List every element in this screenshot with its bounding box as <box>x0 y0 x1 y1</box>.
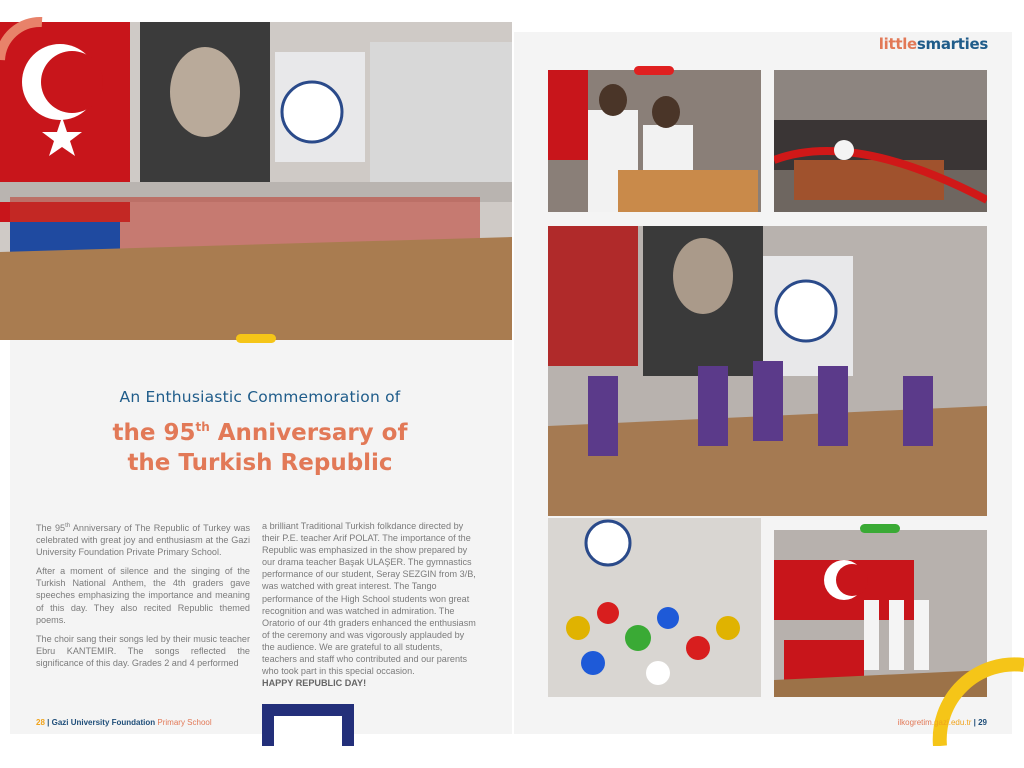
paragraph: After a moment of silence and the singing of the Turkish National Anthem, the 4th graders gave speeches emphasizing the importance and meaning of this day. They also recited Republic themed poems. <box>36 566 250 625</box>
speech-photo <box>548 70 761 212</box>
audience-photo <box>774 70 987 212</box>
article-headline: the 95th Anniversary of the Turkish Republic <box>112 420 408 476</box>
navy-bracket-decoration <box>262 704 354 746</box>
body-column-2 <box>262 520 476 696</box>
closing-line: HAPPY REPUBLIC DAY! <box>262 678 367 689</box>
brand-logo: littlesmarties <box>878 35 988 53</box>
article-subtitle: An Enthusiastic Commemoration of <box>119 388 401 406</box>
folkdance-photo <box>548 226 987 516</box>
green-tab <box>860 524 900 533</box>
paragraph: The choir sang their songs led by their music teacher Ebru KANTEMIR. The songs reflected the significance of this day. Grades 2 and 4 performed <box>36 633 250 668</box>
footer-right: ilkogretim.gazi.edu.tr | 29 <box>897 718 987 727</box>
body-column-1 <box>36 520 250 676</box>
red-tab <box>634 66 674 75</box>
orange-arc-decoration <box>0 0 50 70</box>
balloons-photo <box>548 518 761 697</box>
paragraph: The 95th Anniversary of The Republic of Turkey was celebrated with great joy and enthusiasm at the Gazi University Foundation Private Primary School. <box>36 523 251 558</box>
footer-left: 28 | Gazi University Foundation Primary School <box>36 718 212 727</box>
article-title <box>60 388 460 478</box>
paragraph: a brilliant Traditional Turkish folkdance directed by their P.E. teacher Arif POLAT. The importance of the Republic was emphasized in the show prepared by our drama teacher Başak ULAŞER. The gymnastics performance of our student, Seray SEZGIN from 3/B, was watched with great interest. The Tango performance of the High School students won great recognition and was watched in admiration. The Oratorio of our 4th graders enhanced the enthusiasm of the ceremony and was vigorously applauded by the audience. We are grateful to all students, teachers and staff who contributed and our parents who took part in this special occasion. <box>262 521 476 677</box>
choir-photo <box>0 22 512 340</box>
yellow-arc-decoration <box>930 655 1024 746</box>
yellow-tab <box>236 334 276 343</box>
